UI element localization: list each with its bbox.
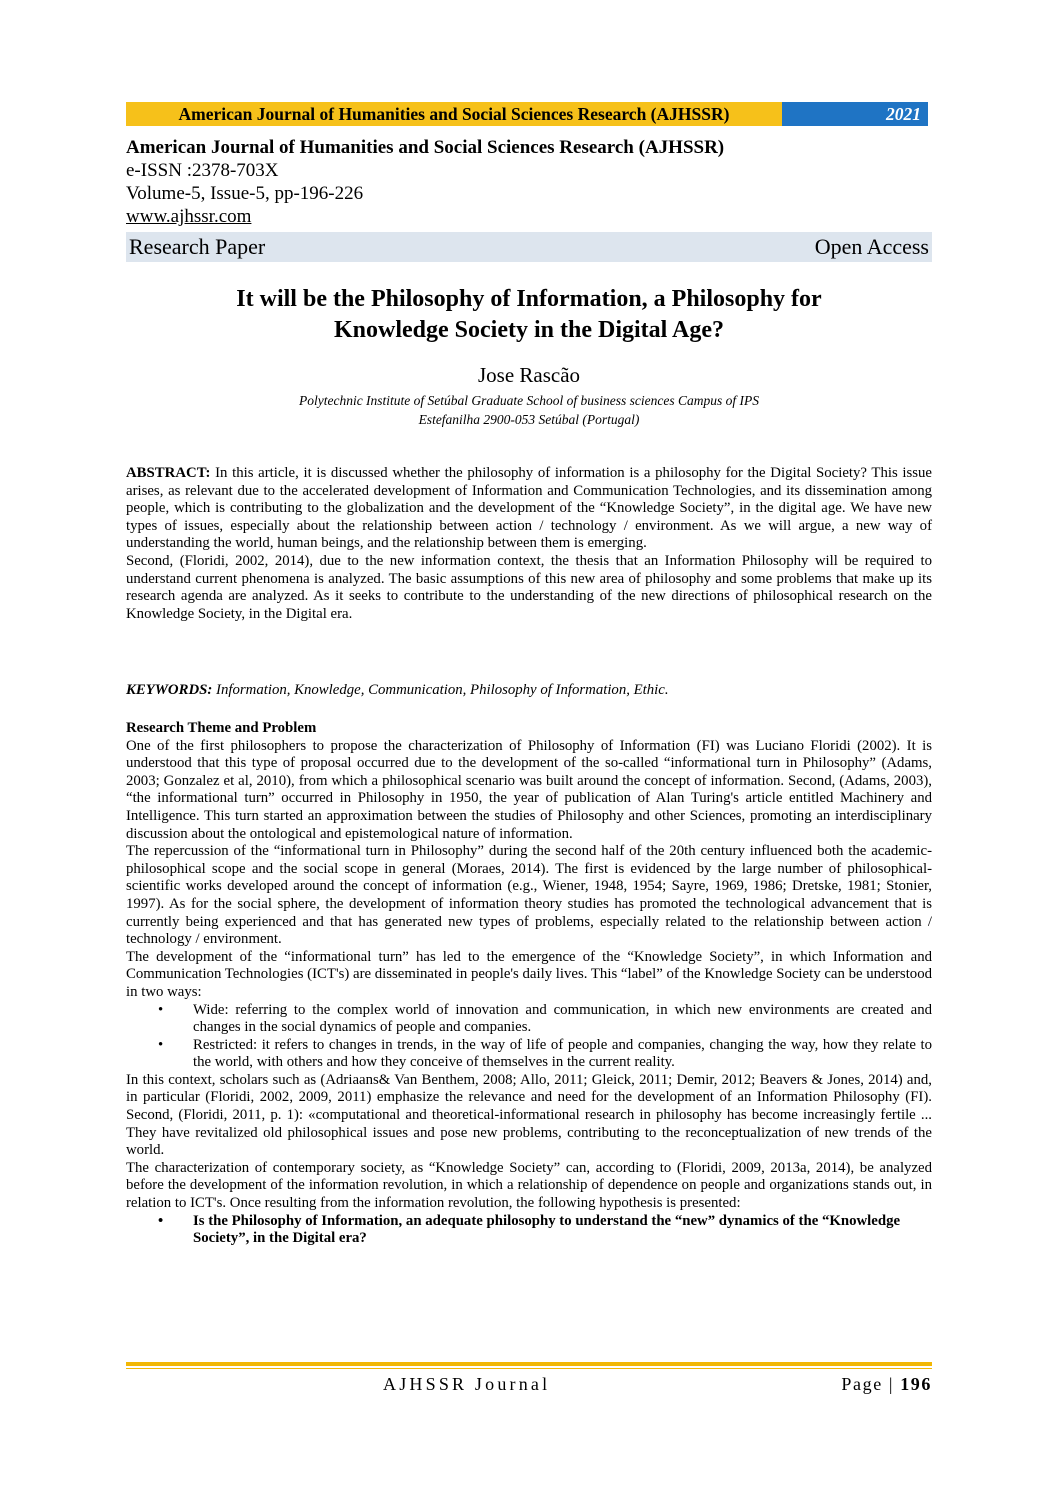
paper-type-bar <box>126 232 932 262</box>
author-affiliation <box>126 391 932 429</box>
keywords-text: Information, Knowledge, Communication, Philosophy of Information, Ethic. <box>212 682 669 698</box>
running-header-year: 2021 <box>782 102 928 126</box>
abstract <box>126 465 932 623</box>
list-item <box>126 1002 932 1037</box>
section-paragraph-4: In this context, scholars such as (Adriaans& Van Benthem, 2008; Allo, 2011; Gleick, 2011; Demir, 2012; Beavers & Jones, 2014) and, in particular (Floridi, 2002, 2009, 2011) emphasize the relevance and need for the development of an Information Philosophy (FI). Second, (Floridi, 2011, p. 1): «computational and theoretical-informational research in philosophy has become increasingly fertile ... They have revitalized old philosophical issues and pose new problems, contributing to the reconceptualization of new trends of the world. <box>126 1071 932 1159</box>
footer-rule-thick <box>126 1362 932 1366</box>
access-type-label: Open Access <box>814 234 929 259</box>
list-item-text: Wide: referring to the complex world of innovation and communication, in which new environments are created and changes in the social dynamics of people and companies. <box>193 1001 932 1036</box>
section-heading: Research Theme and Problem <box>126 720 317 736</box>
page-number: 196 <box>900 1374 932 1394</box>
paper-title <box>126 284 932 346</box>
affiliation-line-2: Estefanilha 2900-053 Setúbal (Portugal) <box>418 412 640 427</box>
footer-journal: AJHSSR Journal <box>383 1374 551 1394</box>
bullet-icon: • <box>158 1001 164 1018</box>
abstract-paragraph-2: Second, (Floridi, 2002, 2014), due to the new information context, the thesis that an Information Philosophy will be required to understand current phenomena is analyzed. The basic assumptions of this new area of philosophy and some problems that make up its research agenda are analyzed. As it seeks to contribute to the understanding of the new directions of philosophical research on the Knowledge Society, in the Digital era. <box>126 552 932 622</box>
eissn: e-ISSN :2378-703X <box>126 160 279 181</box>
website-link[interactable]: www.ajhssr.com <box>126 206 252 227</box>
abstract-label: ABSTRACT: <box>126 465 211 481</box>
ways-list <box>126 1002 932 1072</box>
list-item-text: Restricted: it refers to changes in trends, in the way of life of people and companies, changing the way, how they relate to the world, with others and how they conceive of themselves in the current reality. <box>193 1036 932 1071</box>
journal-name: American Journal of Humanities and Social Sciences Research (AJHSSR) <box>126 137 725 158</box>
title-line-1: It will be the Philosophy of Information, a Philosophy for <box>236 286 822 312</box>
footer-rule-thin <box>126 1368 932 1369</box>
bullet-icon: • <box>158 1036 164 1053</box>
main-section <box>126 720 932 1248</box>
footer-page <box>841 1374 932 1395</box>
list-item <box>126 1037 932 1072</box>
section-paragraph-5: The characterization of contemporary society, as “Knowledge Society” can, according to (Floridi, 2009, 2013a, 2014), be analyzed before the development of the information revolution, in which a relationship of dependence on people and organizations stands out, in relation to ICT's. Once resulting from the information revolution, the following hypothesis is presented: <box>126 1159 932 1212</box>
bullet-icon: • <box>158 1212 164 1229</box>
keywords-label: KEYWORDS: <box>126 682 213 698</box>
paper-type-label: Research Paper <box>129 234 266 259</box>
author-name: Jose Rascão <box>477 363 581 387</box>
section-paragraph-2: The repercussion of the “informational turn in Philosophy” during the second half of the 20th century influenced both the academic-philosophical scope and the social scope in general (Moraes, 2014). The first is evidenced by the large number of philosophical-scientific works developed around the concept of information (e.g., Wiener, 1948, 1954; Sayre, 1969, 1986; Dretske, 1981; Stonier, 1997). As for the social sphere, the development of information theory studies has promoted the technological advancement that is currently being experienced and that has generated new types of problems, especially related to the relationship between action / technology / environment. <box>126 843 932 948</box>
section-paragraph-1: One of the first philosophers to propose the characterization of Philosophy of Information (FI) was Luciano Floridi (2002). It is understood that this type of proposal occurred due to the development of the so-called “informational turn in Philosophy” (Adams, 2003; Gonzalez et al, 2010), from which a philosophical scenario was built around the concept of information. Second, (Adams, 2003), “the informational turn” occurred in Philosophy in 1950, the year of publication of Alan Turing's article entitled Machinery and Intelligence. This turn started an approximation between the studies of Philosophy and other Sciences, promoting an interdisciplinary discussion about the ontological and epistemological nature of information. <box>126 737 932 842</box>
abstract-paragraph-1: In this article, it is discussed whether the philosophy of information is a philosophy for the Digital Society? This issue arises, as relevant due to the accelerated development of Information and Communication Technologies, and its dissemination among people, which is contributing to the globalization and the development of the “Knowledge Society”, in the digital age. We have new types of issues, especially about the relationship between action / technology / environment. As we will argue, a new way of understanding the world, human beings, and the relationship between them is emerging. <box>126 465 932 552</box>
page-label: Page | <box>841 1374 901 1394</box>
hypothesis-list <box>126 1213 932 1248</box>
hypothesis-text: Is the Philosophy of Information, an adequate philosophy to understand the “new” dynamics of the “Knowledge Society”, in the Digital era? <box>193 1212 901 1247</box>
list-item <box>126 1213 932 1248</box>
running-header-journal: American Journal of Humanities and Social Sciences Research (AJHSSR) <box>126 102 782 126</box>
journal-info <box>126 136 932 228</box>
affiliation-line-1: Polytechnic Institute of Setúbal Graduate School of business sciences Campus of IPS <box>298 393 760 408</box>
section-paragraph-3: The development of the “informational turn” has led to the emergence of the “Knowledge Society”, in which Information and Communication Technologies (ICT's) are disseminated in people's daily lives. This “label” of the Knowledge Society can be understood in two ways: <box>126 948 932 1000</box>
keywords <box>126 682 932 700</box>
title-line-2: Knowledge Society in the Digital Age? <box>334 317 724 343</box>
volume-issue: Volume-5, Issue-5, pp-196-226 <box>126 183 364 204</box>
